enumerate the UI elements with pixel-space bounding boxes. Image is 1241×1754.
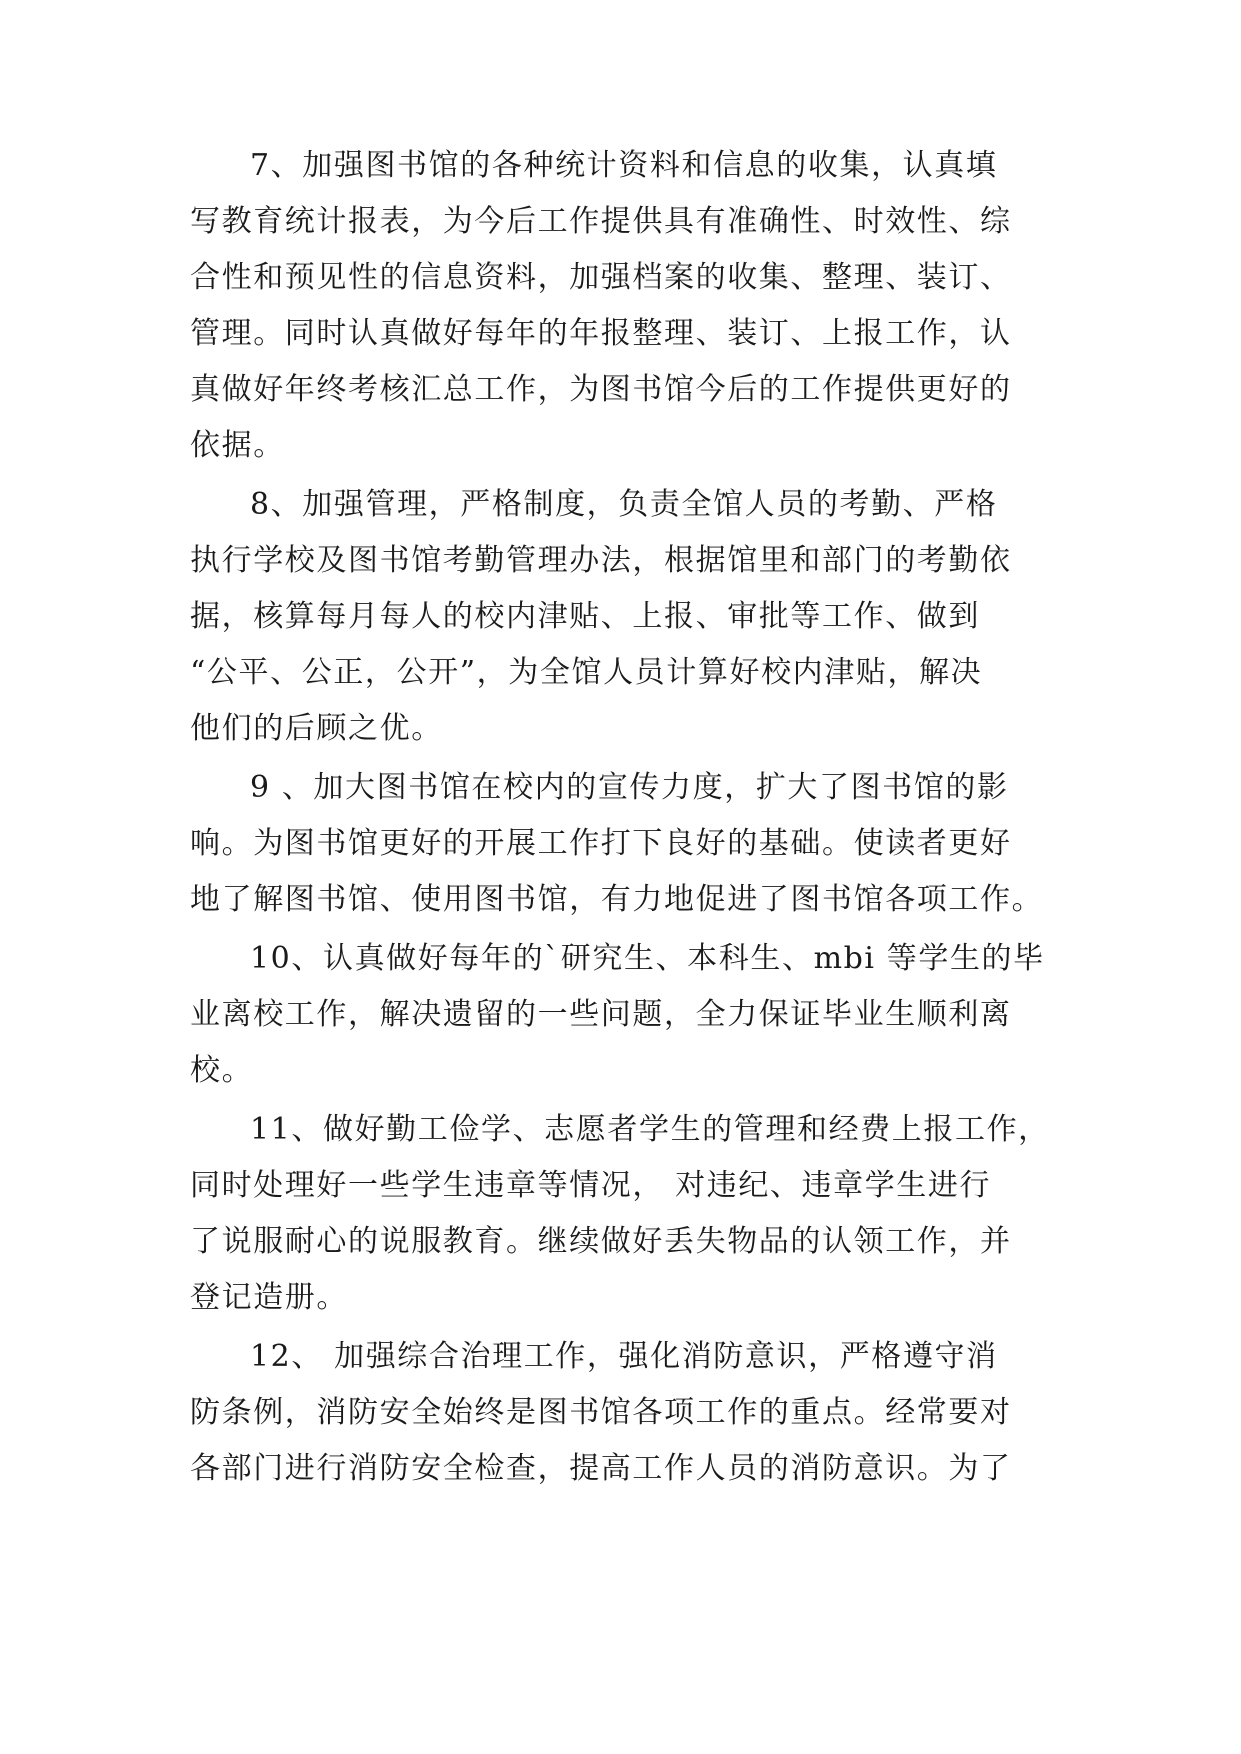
text-line: 业离校工作，解决遗留的一些问题，全力保证毕业生顺利离	[190, 997, 1012, 1032]
text-line: 他们的后顾之优。	[190, 711, 443, 746]
text-line: 写教育统计报表，为今后工作提供具有准确性、时效性、综	[190, 204, 1012, 239]
text-line: 8、加强管理，严格制度，负责全馆人员的考勤、严格	[250, 487, 998, 522]
text-line: 响。为图书馆更好的开展工作打下良好的基础。使读者更好	[190, 826, 1012, 861]
text-line: 登记造册。	[190, 1280, 348, 1315]
text-line: 管理。同时认真做好每年的年报整理、装订、上报工作，认	[190, 316, 1012, 351]
text-line: 地了解图书馆、使用图书馆，有力地促进了图书馆各项工作。	[190, 882, 1044, 917]
text-line: 同时处理好一些学生违章等情况， 对违纪、违章学生进行	[190, 1168, 992, 1203]
text-line: “公平、公正，公开”，为全馆人员计算好校内津贴，解决	[190, 655, 983, 690]
text-line: 执行学校及图书馆考勤管理办法，根据馆里和部门的考勤依	[190, 543, 1012, 578]
text-line: 合性和预见性的信息资料，加强档案的收集、整理、装订、	[190, 260, 1012, 295]
text-line: 校。	[190, 1053, 254, 1088]
text-line: 据，核算每月每人的校内津贴、上报、审批等工作、做到	[190, 599, 980, 634]
text-line: 7、加强图书馆的各种统计资料和信息的收集，认真填	[250, 148, 998, 183]
text-line: 各部门进行消防安全检查，提高工作人员的消防意识。为了	[190, 1451, 1012, 1486]
text-line: 11、做好勤工俭学、志愿者学生的管理和经费上报工作，	[250, 1112, 1050, 1147]
text-line: 防条例，消防安全始终是图书馆各项工作的重点。经常要对	[190, 1395, 1012, 1430]
text-line: 9 、加大图书馆在校内的宣传力度，扩大了图书馆的影	[250, 770, 1009, 805]
text-line: 了说服耐心的说服教育。继续做好丢失物品的认领工作，并	[190, 1224, 1012, 1259]
text-line: 10、认真做好每年的`研究生、本科生、mbi 等学生的毕	[250, 941, 1045, 976]
text-line: 真做好年终考核汇总工作，为图书馆今后的工作提供更好的	[190, 372, 1012, 407]
text-line: 依据。	[190, 428, 285, 463]
text-line: 12、 加强综合治理工作，强化消防意识，严格遵守消	[250, 1339, 998, 1374]
